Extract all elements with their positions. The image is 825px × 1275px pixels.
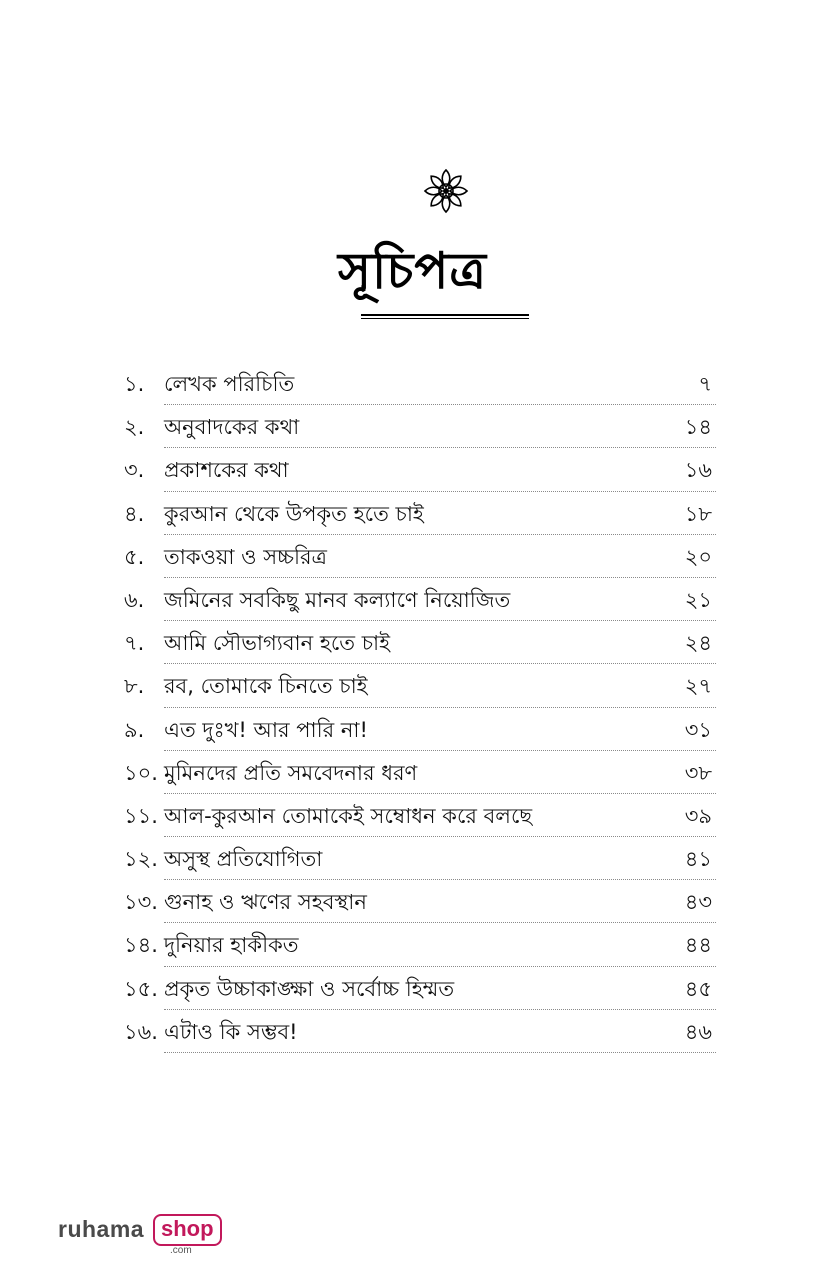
toc-entry-page: ৩১ [684,717,712,742]
toc-entry-number: ১৩. [124,890,158,915]
toc-entry[interactable] [124,405,716,448]
toc-entry-title: এটাও কি সম্ভব! [164,1019,298,1044]
toc-entry-number: ৭. [124,631,145,656]
toc-entry-page: ১৮ [684,501,712,526]
toc-entry-number: ১৬. [124,1019,158,1044]
title-underline [361,314,529,316]
watermark-domain: .com [170,1245,192,1256]
toc-entry[interactable] [124,535,716,578]
toc-entry-title: রব, তোমাকে চিনতে চাই [164,674,368,699]
toc-entry-title: জমিনের সবকিছু মানব কল্যাণে নিয়োজিত [164,587,511,612]
toc-entry-number: ১৫. [124,976,158,1001]
toc-entry[interactable] [124,664,716,707]
toc-entry[interactable] [124,751,716,794]
toc-entry[interactable] [124,492,716,535]
toc-entry-number: ১২. [124,847,158,872]
toc-entry[interactable] [124,923,716,966]
toc-entry[interactable] [124,880,716,923]
toc-entry-number: ৪. [124,501,145,526]
toc-entry-page: ২৪ [684,631,712,656]
toc-entry-page: ১৬ [684,458,712,483]
toc-entry-number: ১. [124,372,145,396]
toc-entry-title: এত দুঃখ! আর পারি না! [164,717,368,742]
toc-entry[interactable] [124,621,716,664]
toc-entry-title: মুমিনদের প্রতি সমবেদনার ধরণ [164,760,418,785]
watermark-ruhama: ruhama [58,1216,145,1242]
toc-entry-title: আল-কুরআন তোমাকেই সম্বোধন করে বলছে [164,803,533,828]
toc-entry-page: ২০ [684,544,712,569]
eight-petal-flower-icon [423,168,469,214]
toc-entry-number: ৬. [124,587,145,612]
toc-entry-title: অসুস্থ প্রতিযোগিতা [164,847,323,872]
toc-entry-number: ১০. [124,760,158,785]
toc-entry-number: ২. [124,415,145,440]
toc-entry[interactable] [124,837,716,880]
toc-entry-title: দুনিয়ার হাকীকত [164,933,299,958]
toc-entry-page: ৪৪ [684,933,712,958]
toc-entry-page: ৪৩ [684,890,712,915]
toc-entry[interactable] [124,708,716,751]
dotted-leader [164,1052,716,1053]
toc-entry-title: অনুবাদকের কথা [164,415,300,440]
toc-entry-number: ৩. [124,458,145,483]
toc-entry[interactable] [124,362,716,405]
toc-entry-page: ৩৮ [684,760,712,785]
toc-entry-title: আমি সৌভাগ্যবান হতে চাই [164,631,391,656]
toc-entry-page: ২৭ [684,674,712,699]
toc-entry-page: ৪৫ [684,976,712,1001]
page-title: সূচিপত্র [338,241,487,300]
toc-entry-number: ৯. [124,717,145,742]
toc-entry-number: ৮. [124,674,145,699]
toc-entry-number: ১৪. [124,933,158,958]
toc-entry-page: ৩৯ [684,803,712,828]
table-of-contents [124,362,716,1053]
toc-entry-title: গুনাহ ও ঋণের সহবস্থান [164,890,367,915]
toc-entry[interactable] [124,967,716,1010]
toc-entry-title: লেখক পরিচিতি [164,372,295,396]
toc-entry-page: ৭ [698,372,712,396]
toc-entry-title: তাকওয়া ও সচ্চরিত্র [164,544,327,569]
toc-entry[interactable] [124,578,716,621]
title-underline-thin [361,318,529,319]
toc-entry-title: প্রকৃত উচ্চাকাঙ্ক্ষা ও সর্বোচ্চ হিম্মত [164,976,455,1001]
toc-entry-page: ২১ [684,587,712,612]
watermark-shop-badge: shop [153,1214,222,1246]
toc-entry-page: ৪১ [684,847,712,872]
toc-entry-title: কুরআন থেকে উপকৃত হতে চাই [164,501,424,526]
toc-entry-title: প্রকাশকের কথা [164,458,289,483]
toc-entry[interactable] [124,794,716,837]
toc-entry-number: ১১. [124,803,158,828]
toc-entry[interactable] [124,1010,716,1053]
toc-entry-number: ৫. [124,544,145,569]
toc-entry-page: ১৪ [684,415,712,440]
ruhamashop-watermark [58,1212,228,1260]
toc-entry[interactable] [124,448,716,491]
toc-entry-page: ৪৬ [684,1019,712,1044]
